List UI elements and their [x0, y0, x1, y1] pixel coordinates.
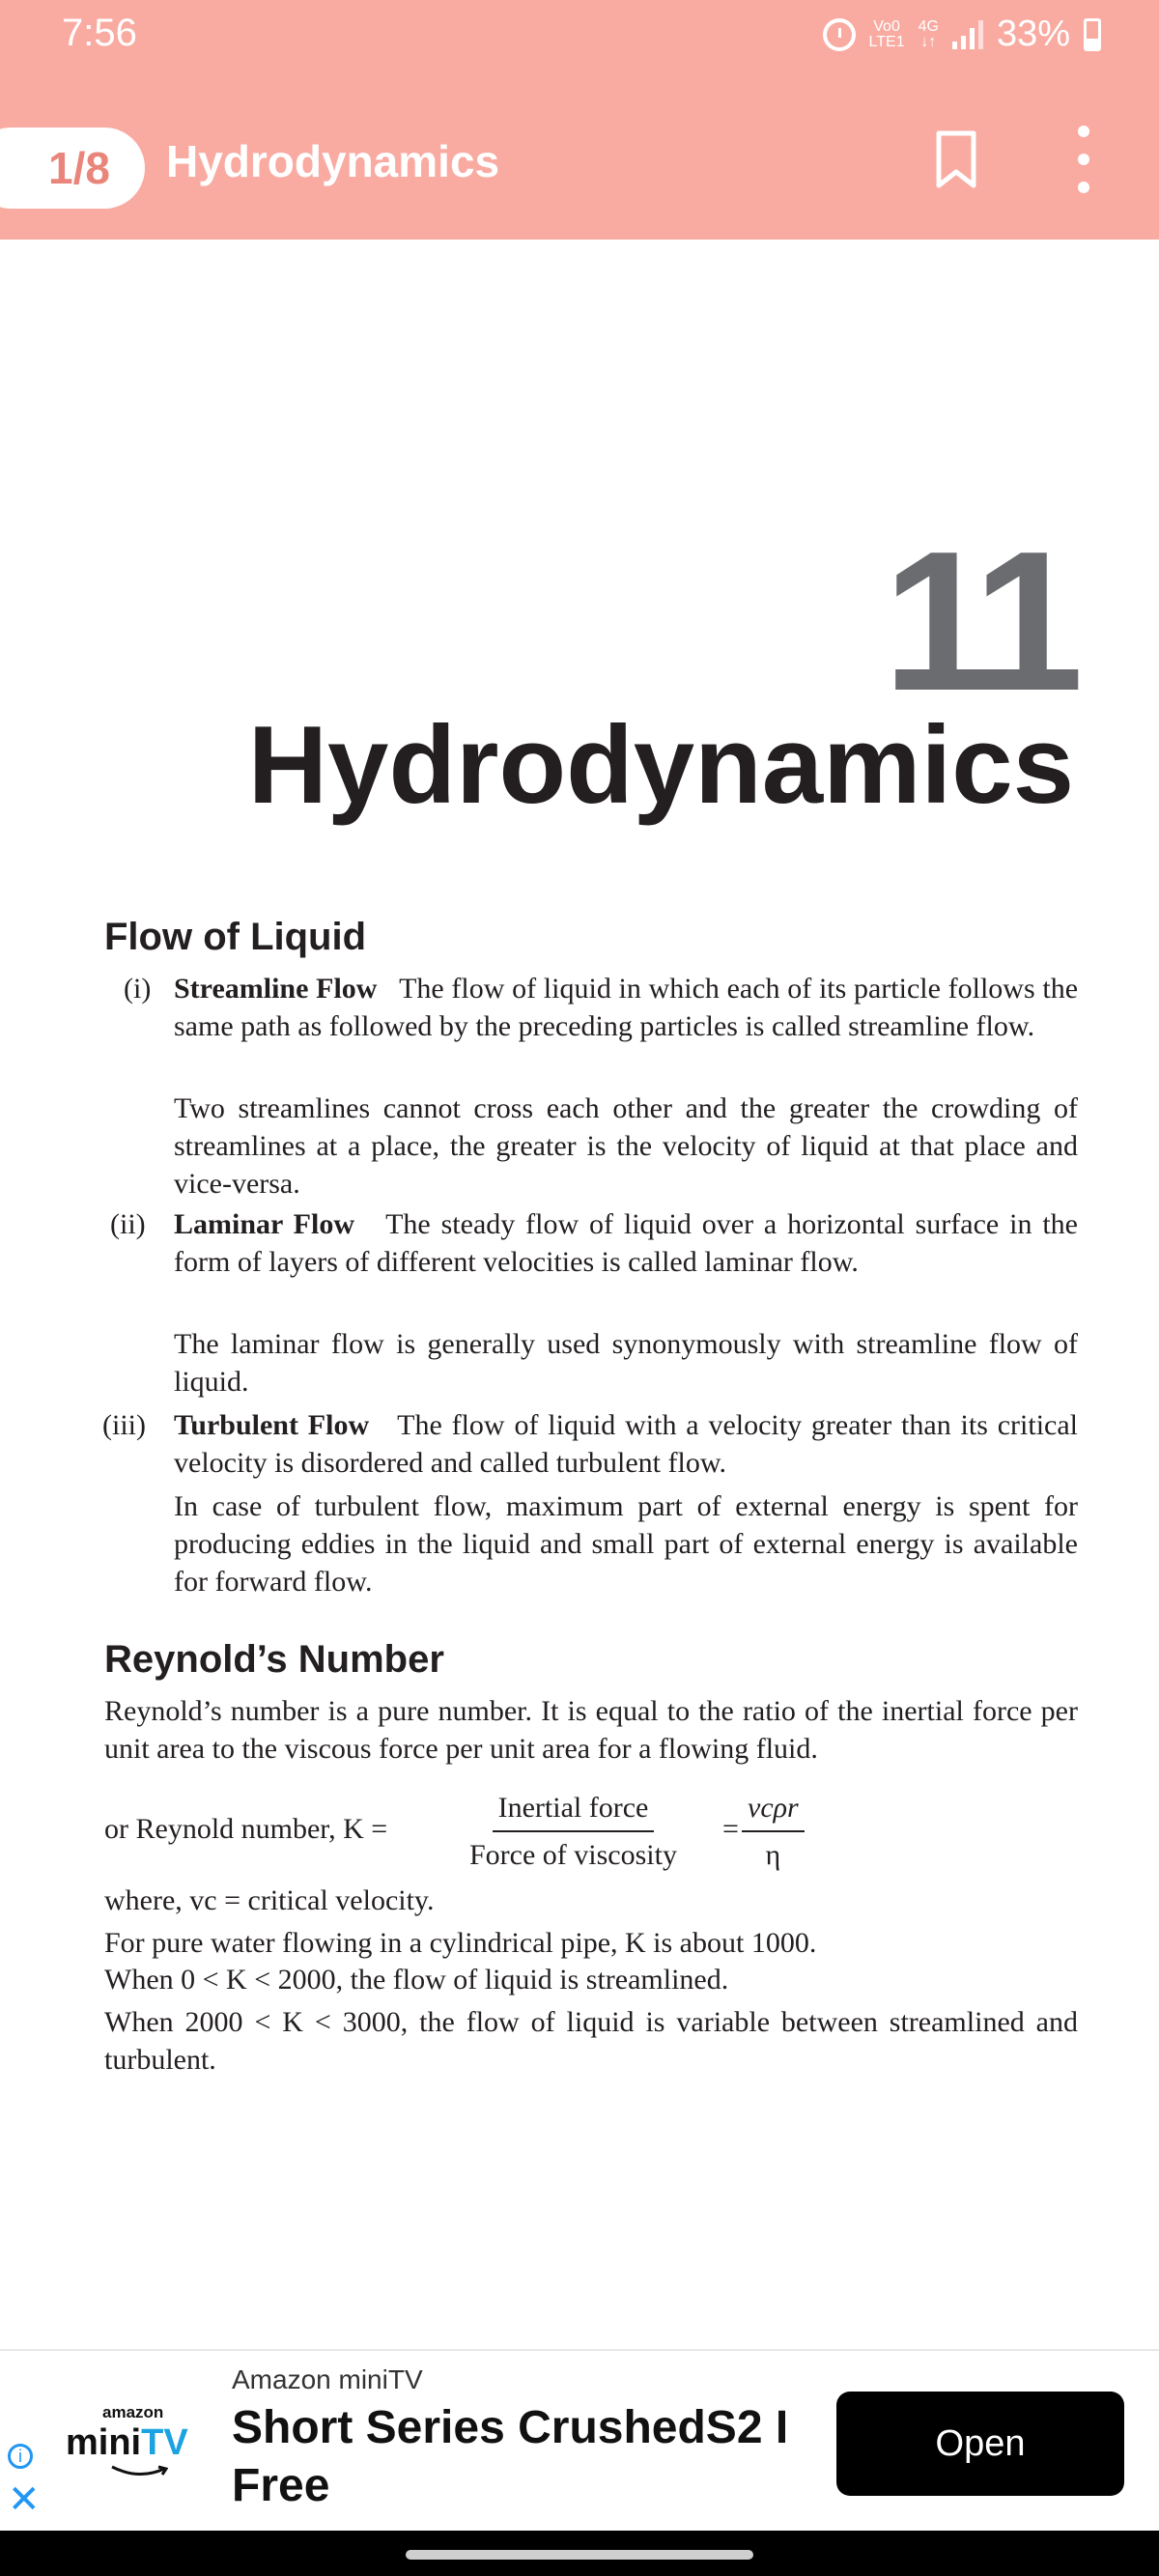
- minitv-logo: amazon miniTV: [66, 2403, 195, 2480]
- volte-indicator: Vo0 LTE1: [868, 17, 905, 50]
- reynold-formula: or Reynold number, K = Inertial force Force of viscosity = vcρr η: [104, 1789, 974, 1876]
- item-paragraph: The laminar flow is generally used synonymously with streamline flow of liquid.: [174, 1328, 1078, 1398]
- bookmark-icon[interactable]: [935, 129, 977, 189]
- navigation-bar: [0, 2531, 1159, 2576]
- alarm-icon: [823, 18, 856, 51]
- ad-banner[interactable]: [0, 2349, 1159, 2533]
- chapter-title: Hydrodynamics: [247, 704, 1074, 827]
- reynold-where: where, vc = critical velocity.: [104, 1884, 435, 1916]
- app-bar: [0, 73, 1159, 240]
- network-type: 4G ↓↑: [918, 17, 939, 50]
- battery-icon: [1084, 18, 1101, 51]
- item-number: (i): [124, 973, 152, 1005]
- item-text: The flow of liquid with a velocity greater than its critical velocity is disordered and called turbulent flow.: [174, 1409, 1078, 1479]
- reynold-line-1: For pure water flowing in a cylindrical pipe, K is about 1000.: [104, 1927, 817, 1959]
- item-term: Laminar Flow: [174, 1208, 354, 1240]
- item-text: The steady flow of liquid over a horizontal surface in the form of layers of different velocities is called laminar flow.: [174, 1208, 1078, 1278]
- item-term: Streamline Flow: [174, 973, 378, 1005]
- chapter-number: 11: [883, 510, 1074, 732]
- signal-icon: [952, 20, 983, 49]
- item-term: Turbulent Flow: [174, 1409, 370, 1441]
- item-number: (iii): [102, 1409, 146, 1441]
- status-bar: [0, 0, 1159, 73]
- status-time: 7:56: [62, 12, 137, 54]
- page-indicator[interactable]: 1/8: [0, 127, 145, 209]
- reynold-line-2: When 0 < K < 2000, the flow of liquid is streamlined.: [104, 1964, 729, 1996]
- item-paragraph: Two streamlines cannot cross each other and the greater the crowding of streamlines at a place, the greater is the velocity of liquid at that place and vice-versa.: [174, 1092, 1078, 1200]
- close-icon[interactable]: ✕: [8, 2478, 41, 2521]
- item-number: (ii): [110, 1208, 146, 1240]
- item-paragraph: In case of turbulent flow, maximum part of external energy is spent for producing eddies in the liquid and small part of external energy is available for forward flow.: [174, 1490, 1078, 1598]
- formula-prefix: or Reynold number, K =: [104, 1813, 388, 1845]
- info-icon[interactable]: i: [8, 2444, 33, 2469]
- section-heading-reynold: Reynold’s Number: [104, 1638, 444, 1681]
- item-text: The flow of liquid in which each of its particle follows the same path as followed by the preceding particles is called streamline flow.: [174, 973, 1079, 1042]
- ad-advertiser: Amazon miniTV: [232, 2364, 423, 2394]
- home-gesture-handle[interactable]: [406, 2550, 753, 2560]
- fraction-velocity: vcρr η: [742, 1789, 805, 1874]
- ad-headline[interactable]: Short Series CrushedS2 I Free: [232, 2402, 789, 2511]
- more-vert-icon[interactable]: [1074, 126, 1093, 193]
- status-icons: [823, 14, 1101, 55]
- reynold-intro: Reynold’s number is a pure number. It is equal to the ratio of the inertial force per unit area to the viscous force per unit area for a flowing fluid.: [104, 1695, 1078, 1765]
- reynold-line-3: When 2000 < K < 3000, the flow of liquid is variable between streamlined and turbulent.: [104, 2006, 1078, 2076]
- fraction-force: Inertial force Force of viscosity: [469, 1789, 677, 1874]
- ad-open-button[interactable]: Open: [836, 2392, 1124, 2496]
- document-title: Hydrodynamics: [166, 136, 500, 186]
- section-heading-flow: Flow of Liquid: [104, 916, 367, 958]
- battery-percent: 33%: [996, 14, 1070, 54]
